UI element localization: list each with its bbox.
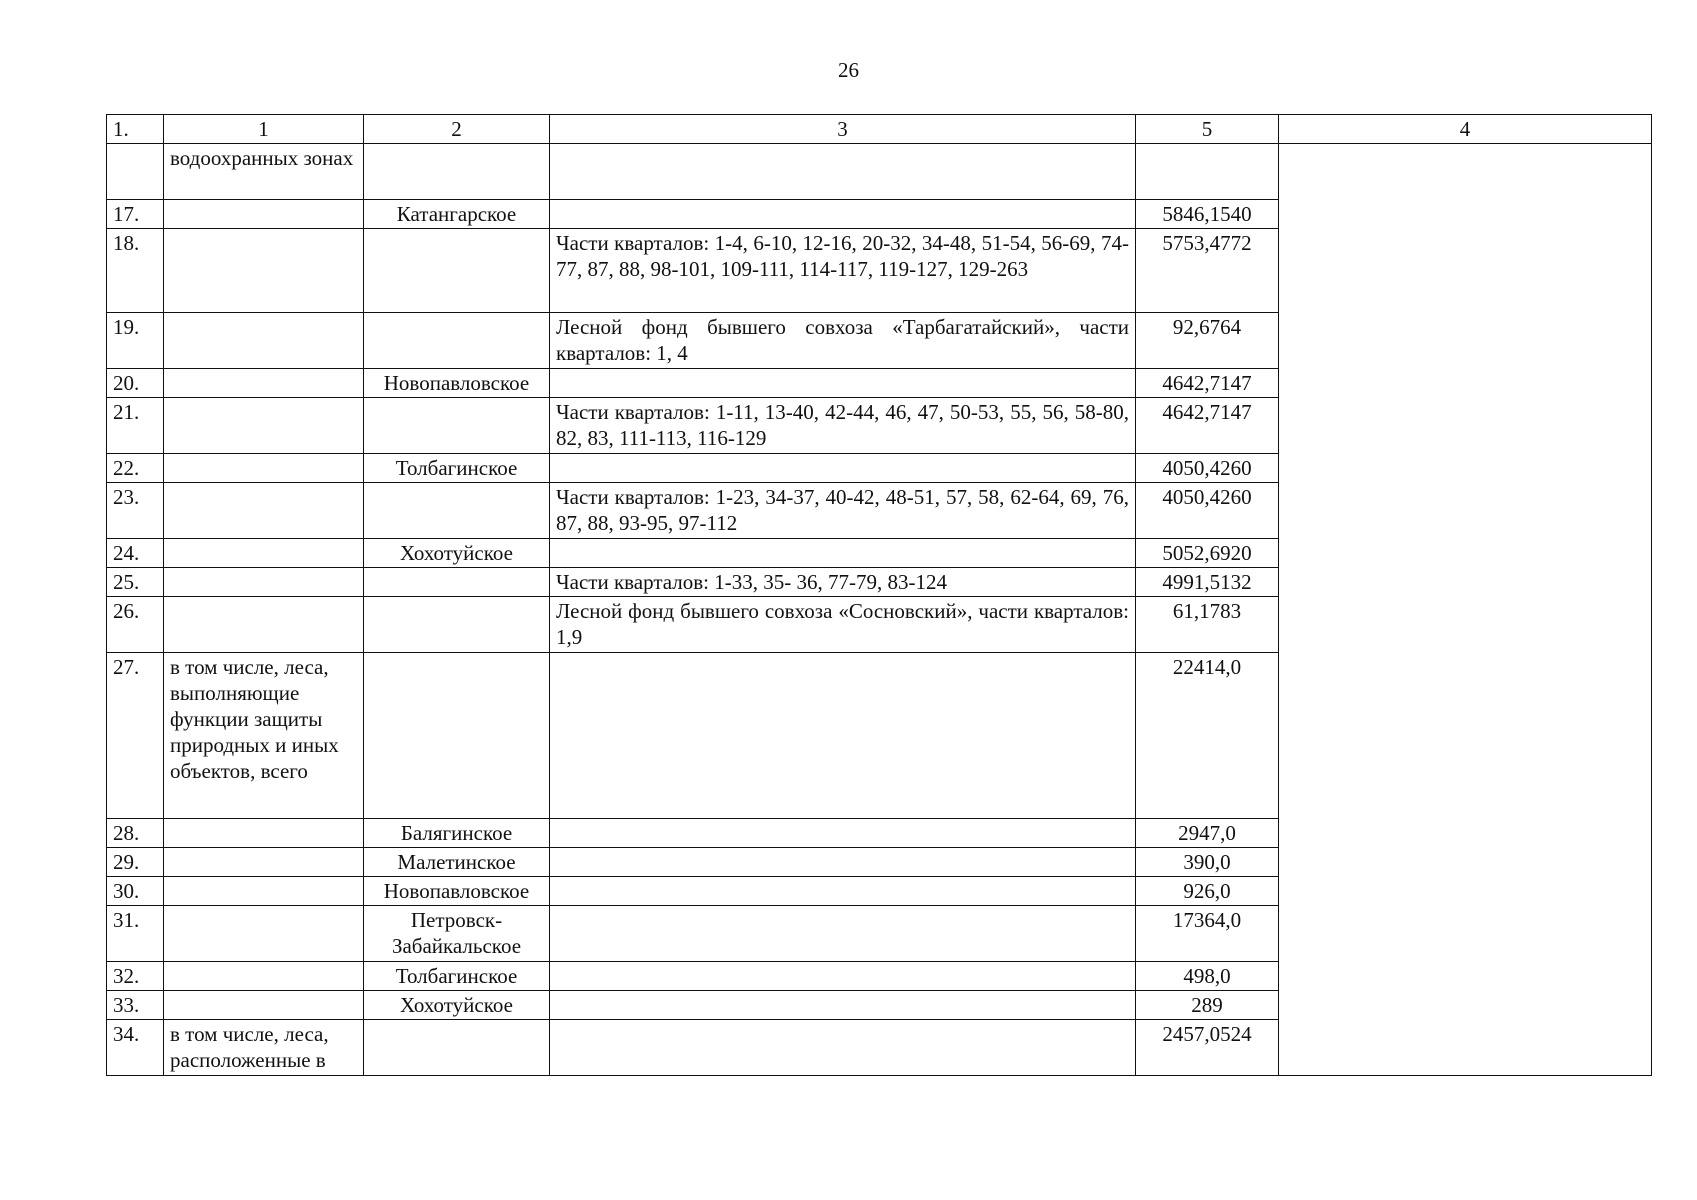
district-cell: Хохотуйское: [364, 991, 550, 1020]
district-cell: Малетинское: [364, 848, 550, 877]
row-number-cell: 21.: [107, 398, 164, 454]
quarters-cell: Лесной фонд бывшего совхоза «Сосновский», части кварталов: 1,9: [550, 597, 1136, 653]
district-cell: Хохотуйское: [364, 539, 550, 568]
category-cell: [164, 539, 364, 568]
category-cell: [164, 229, 364, 313]
district-cell: [364, 1020, 550, 1076]
row-number-cell: 17.: [107, 200, 164, 229]
area-value-cell: 5052,6920: [1136, 539, 1279, 568]
area-value-cell: [1136, 144, 1279, 200]
quarters-cell: [550, 991, 1136, 1020]
quarters-cell: [550, 906, 1136, 962]
quarters-cell: [550, 454, 1136, 483]
quarters-cell: [550, 369, 1136, 398]
area-value-cell: 2457,0524: [1136, 1020, 1279, 1076]
header-cell-col4: 4: [1279, 115, 1652, 144]
quarters-cell: [550, 144, 1136, 200]
area-value-cell: 4050,4260: [1136, 483, 1279, 539]
quarters-cell: [550, 200, 1136, 229]
quarters-cell: [550, 653, 1136, 819]
district-cell: [364, 597, 550, 653]
area-value-cell: 5753,4772: [1136, 229, 1279, 313]
area-value-cell: 289: [1136, 991, 1279, 1020]
row-number-cell: 24.: [107, 539, 164, 568]
row-number-cell: 26.: [107, 597, 164, 653]
quarters-cell: [550, 877, 1136, 906]
table-row: [107, 144, 1652, 200]
row-number-cell: 23.: [107, 483, 164, 539]
area-value-cell: 92,6764: [1136, 313, 1279, 369]
category-cell: [164, 483, 364, 539]
row-number-cell: 20.: [107, 369, 164, 398]
district-cell: Балягинское: [364, 819, 550, 848]
area-value-cell: 4642,7147: [1136, 369, 1279, 398]
notes-cell: [1279, 144, 1652, 1076]
area-value-cell: 4991,5132: [1136, 568, 1279, 597]
category-cell: [164, 200, 364, 229]
district-cell: [364, 229, 550, 313]
district-cell: Петровск-Забайкальское: [364, 906, 550, 962]
header-cell-num: 1.: [107, 115, 164, 144]
area-value-cell: 4050,4260: [1136, 454, 1279, 483]
row-number-cell: 33.: [107, 991, 164, 1020]
row-number-cell: [107, 144, 164, 200]
quarters-cell: Части кварталов: 1-4, 6-10, 12-16, 20-32, 34-48, 51-54, 56-69, 74-77, 87, 88, 98-101, 109-111, 114-117, 119-127, 129-263: [550, 229, 1136, 313]
area-value-cell: 17364,0: [1136, 906, 1279, 962]
category-cell: [164, 398, 364, 454]
category-cell: [164, 597, 364, 653]
quarters-cell: Части кварталов: 1-33, 35- 36, 77-79, 83-124: [550, 568, 1136, 597]
page-number: 26: [838, 58, 859, 82]
district-cell: [364, 313, 550, 369]
district-cell: [364, 653, 550, 819]
area-value-cell: 5846,1540: [1136, 200, 1279, 229]
category-cell: [164, 369, 364, 398]
row-number-cell: 34.: [107, 1020, 164, 1076]
header-cell-col5: 5: [1136, 115, 1279, 144]
district-cell: [364, 144, 550, 200]
row-number-cell: 32.: [107, 962, 164, 991]
row-number-cell: 30.: [107, 877, 164, 906]
header-cell-col1: 1: [164, 115, 364, 144]
district-cell: [364, 398, 550, 454]
district-cell: [364, 483, 550, 539]
category-cell: [164, 991, 364, 1020]
quarters-cell: Части кварталов: 1-23, 34-37, 40-42, 48-51, 57, 58, 62-64, 69, 76, 87, 88, 93-95, 97-112: [550, 483, 1136, 539]
row-number-cell: 31.: [107, 906, 164, 962]
quarters-cell: [550, 1020, 1136, 1076]
row-number-cell: 25.: [107, 568, 164, 597]
category-cell: [164, 454, 364, 483]
district-cell: [364, 568, 550, 597]
district-cell: Толбагинское: [364, 454, 550, 483]
district-cell: Новопавловское: [364, 877, 550, 906]
category-cell: в том числе, леса, выполняющие функции защиты природных и иных объектов, всего: [164, 653, 364, 819]
category-cell: [164, 906, 364, 962]
district-cell: Новопавловское: [364, 369, 550, 398]
area-value-cell: 926,0: [1136, 877, 1279, 906]
category-cell: [164, 568, 364, 597]
area-value-cell: 390,0: [1136, 848, 1279, 877]
row-number-cell: 18.: [107, 229, 164, 313]
header-cell-col3: 3: [550, 115, 1136, 144]
row-number-cell: 19.: [107, 313, 164, 369]
district-cell: Катангарское: [364, 200, 550, 229]
category-cell: [164, 819, 364, 848]
category-cell: водоохранных зонах: [164, 144, 364, 200]
quarters-cell: [550, 962, 1136, 991]
quarters-cell: [550, 819, 1136, 848]
category-cell: [164, 962, 364, 991]
area-value-cell: 61,1783: [1136, 597, 1279, 653]
quarters-cell: [550, 848, 1136, 877]
category-cell: [164, 877, 364, 906]
forest-areas-table: [106, 114, 1652, 1076]
row-number-cell: 27.: [107, 653, 164, 819]
row-number-cell: 28.: [107, 819, 164, 848]
district-cell: Толбагинское: [364, 962, 550, 991]
category-cell: [164, 313, 364, 369]
area-value-cell: 4642,7147: [1136, 398, 1279, 454]
row-number-cell: 22.: [107, 454, 164, 483]
area-value-cell: 498,0: [1136, 962, 1279, 991]
row-number-cell: 29.: [107, 848, 164, 877]
area-value-cell: 22414,0: [1136, 653, 1279, 819]
category-cell: [164, 848, 364, 877]
category-cell: в том числе, леса, расположенные в: [164, 1020, 364, 1076]
quarters-cell: Части кварталов: 1-11, 13-40, 42-44, 46, 47, 50-53, 55, 56, 58-80, 82, 83, 111-113, 116-129: [550, 398, 1136, 454]
header-cell-col2: 2: [364, 115, 550, 144]
quarters-cell: Лесной фонд бывшего совхоза «Тарбагатайский», части кварталов: 1, 4: [550, 313, 1136, 369]
quarters-cell: [550, 539, 1136, 568]
area-value-cell: 2947,0: [1136, 819, 1279, 848]
table-header-row: [107, 115, 1652, 144]
